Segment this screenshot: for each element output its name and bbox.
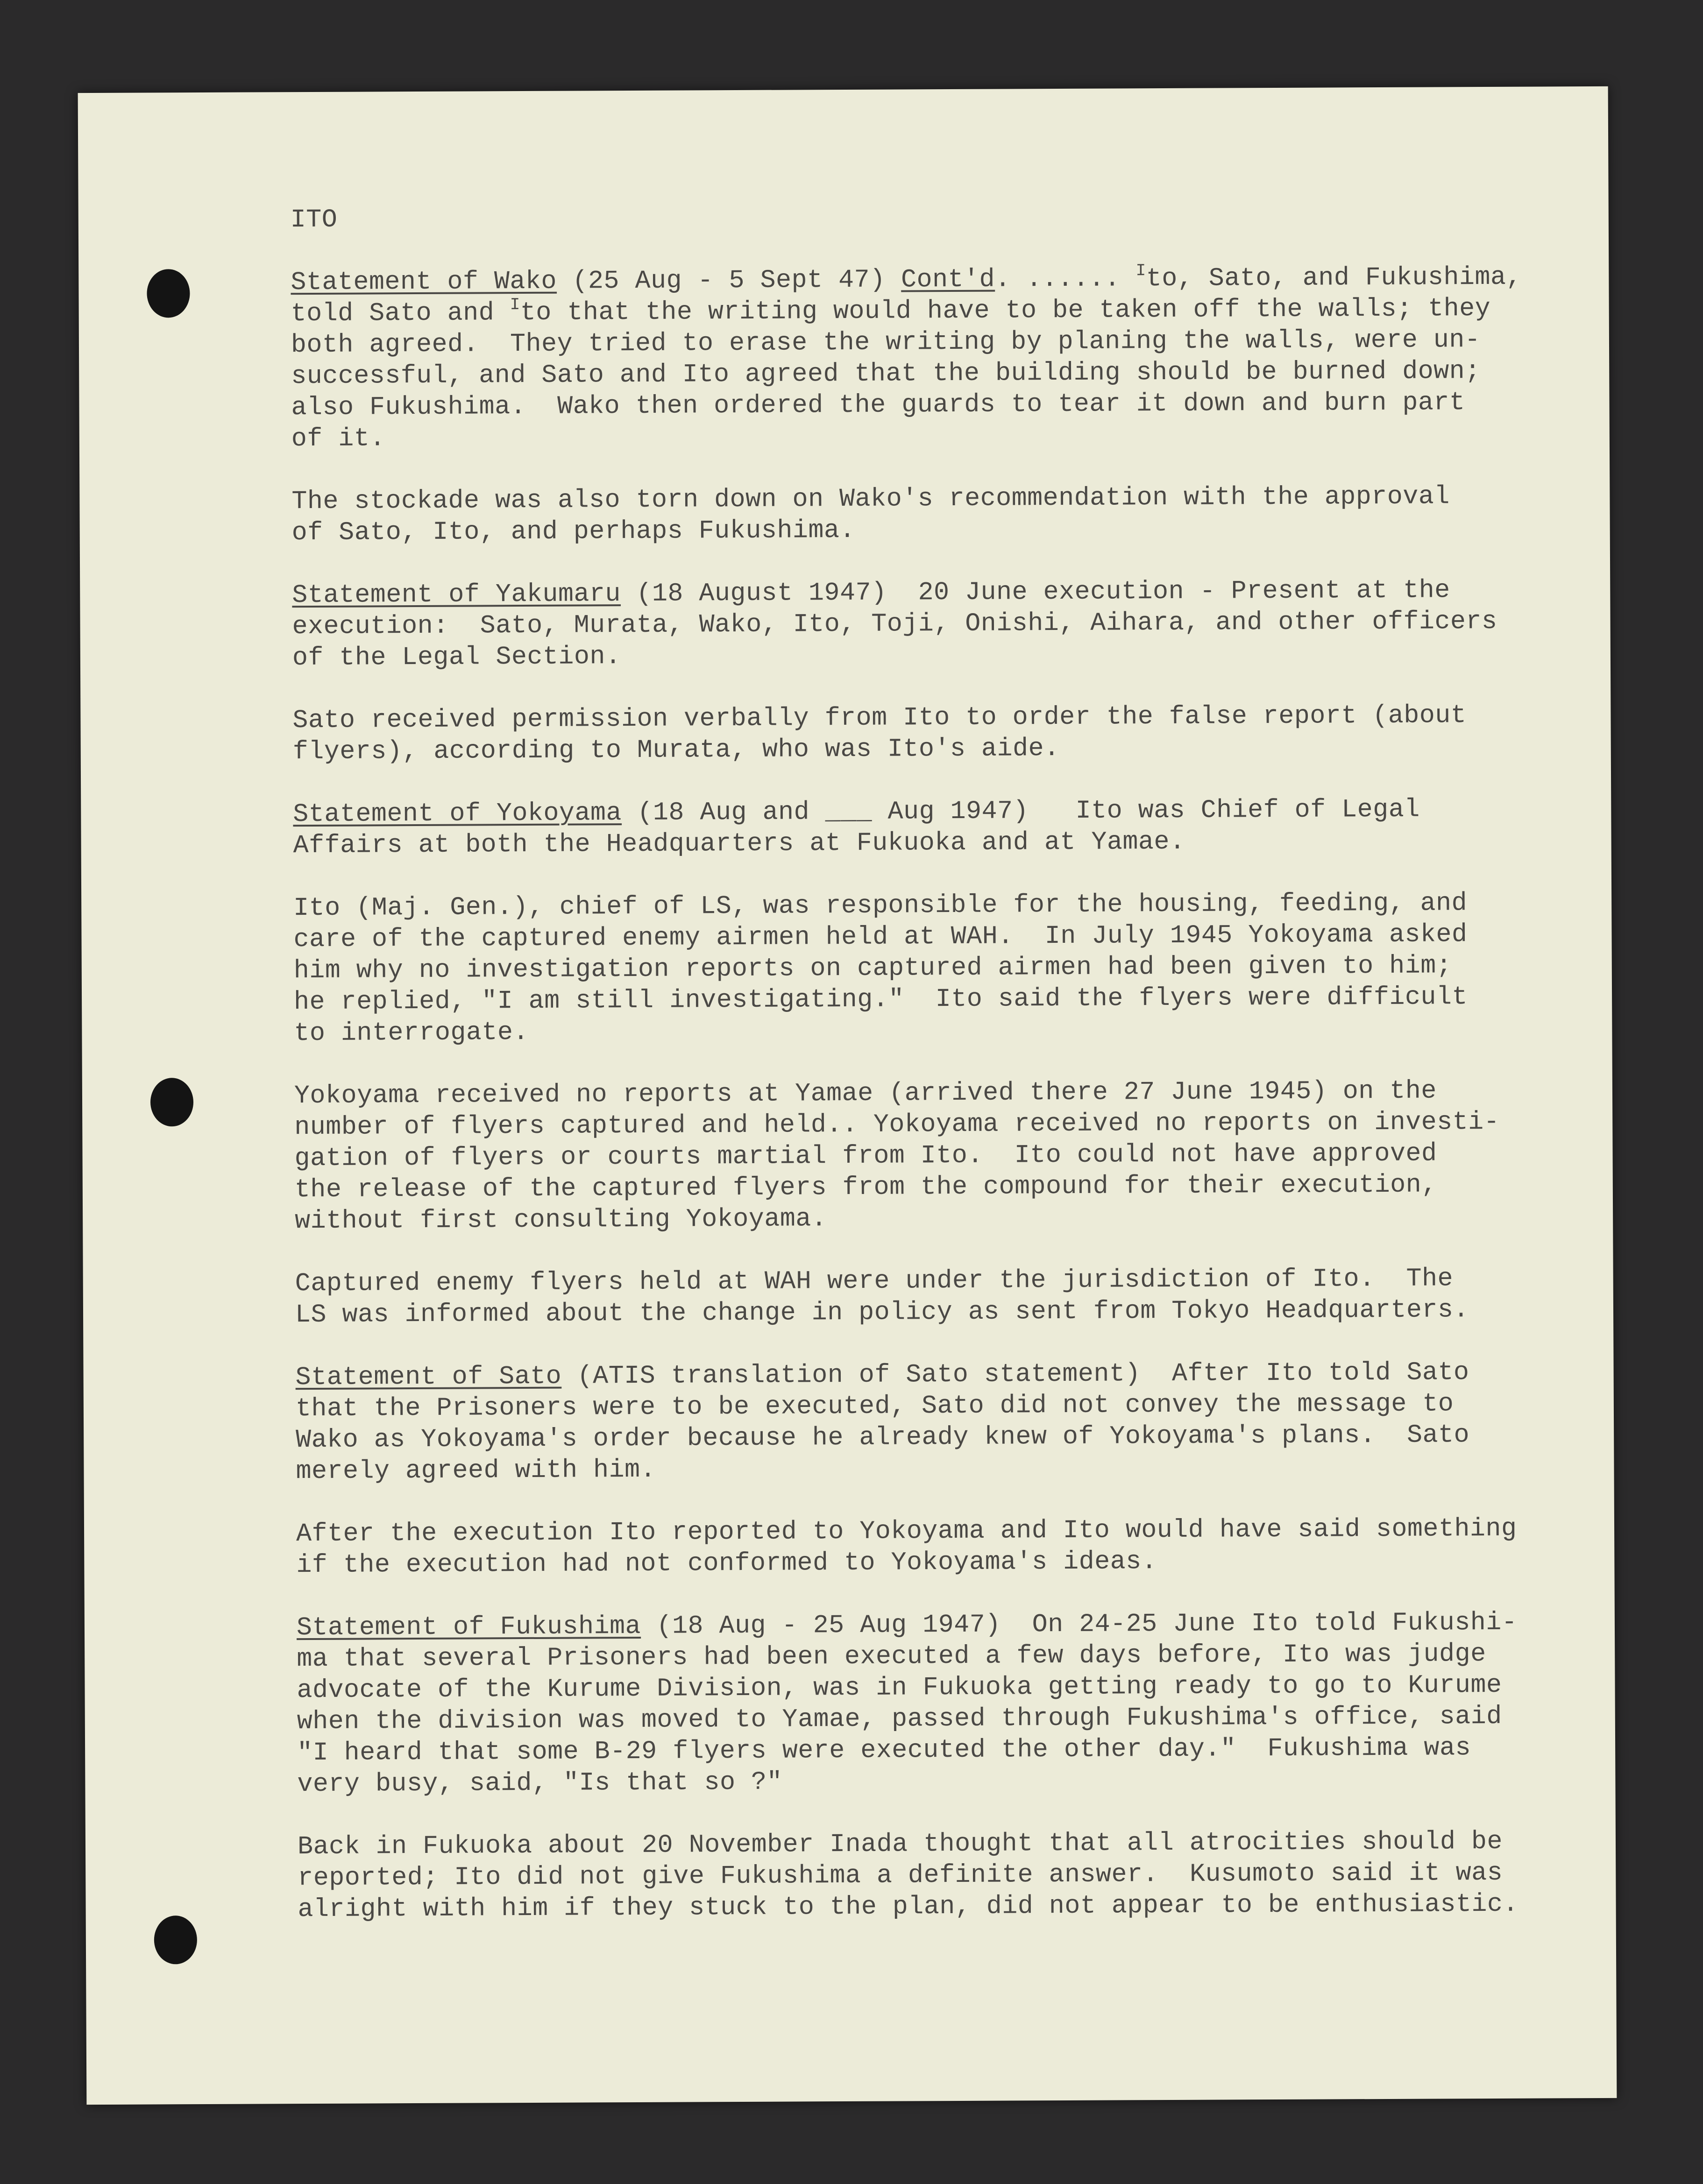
paragraph-ito-chief: Ito (Maj. Gen.), chief of LS, was responsible for the housing, feeding, and care of the captured enemy airmen held at WAH. In July 1945 Yokoyama asked him why no investigation reports on captured airmen had been given to him; he replied, "I am still investigating." Ito said the flyers were difficult to interrogate.	[293, 888, 1468, 1048]
paragraph-jurisdiction: Captured enemy flyers held at WAH were under the jurisdiction of Ito. The LS was informed about the change in policy as sent from Tokyo Headquarters.	[295, 1264, 1469, 1330]
page-header: ITO	[290, 205, 338, 235]
text-span: to that the writing would have to be taken off the walls; they both agreed. They tried to erase the writing by planing the walls, were un- successful, and Sato and Ito agreed that the building should be burned down; also Fukushima. Wako then ordered the guards to tear it down and burn part of it.	[291, 293, 1491, 454]
paragraph-wako	[291, 261, 1646, 455]
text-span: (18 August 1947) 20 June execution - Present at the execution: Sato, Murata, Wako, Ito, Toji, Onishi, Aihara, and other officers of the Legal Section.	[292, 575, 1497, 673]
heading-fukushima: Statement of Fukushima	[296, 1611, 641, 1643]
text-span: (25 Aug - 5 Sept 47)	[556, 265, 901, 296]
text-span: . ......	[995, 264, 1136, 294]
paragraph-false-report: Sato received permission verbally from Ito to order the false report (about flyers), according to Murata, who was Ito's aide.	[292, 700, 1467, 767]
text-span: Aug 1947) Ito was Chief of Legal Affairs at both the Headquarters at Fukuoka and at Yamae.	[293, 794, 1420, 861]
text-span: (18 Aug - 25 Aug 1947) On 24-25 June Ito told Fukushi- ma that several Prisoners had been executed a few days before, Ito was judge advocate of the Kurume Division, was in Fukuoka getting ready to go to Kurume when the division was moved to Yamae, passed through Fukushima's office, said "I heard that some B-29 flyers were executed the other day." Fukushima was very busy, said, "Is that so ?"	[297, 1607, 1518, 1799]
paragraph-yokoyama	[293, 793, 1648, 862]
paragraph-after-execution: After the execution Ito reported to Yokoyama and Ito would have said something if the execution had not conformed to Yokoyama's ideas.	[296, 1513, 1517, 1580]
document-page	[78, 86, 1617, 2105]
paragraph-yakumaru	[292, 574, 1647, 674]
paragraph-stockade: The stockade was also torn down on Wako's recommendation with the approval of Sato, Ito, and perhaps Fukushima.	[291, 481, 1450, 548]
heading-sato: Statement of Sato	[295, 1361, 562, 1392]
heading-contd: Cont'd	[901, 264, 995, 295]
binder-hole-middle	[150, 1078, 193, 1126]
paragraph-fukushima	[297, 1606, 1652, 1800]
binder-hole-bottom	[154, 1915, 197, 1964]
text-span: to, Sato, and Fukushima, told Sato and	[291, 262, 1522, 329]
heading-yakumaru: Statement of Yakumaru	[292, 579, 621, 610]
heading-wako: Statement of Wako	[291, 266, 557, 297]
paragraph-no-reports: Yokoyama received no reports at Yamae (arrived there 27 June 1945) on the number of flyers captured and held.. Yokoyama received no reports on investi- gation of flyers or courts martial from Ito. Ito could not have approved the release of the captured flyers from the compound for their execution, without first consulting Yokoyama.	[294, 1076, 1500, 1236]
superscript-i: I	[1135, 261, 1146, 281]
text-span: (18 Aug and	[621, 797, 825, 828]
binder-hole-top	[147, 269, 190, 318]
paragraph-sato	[295, 1356, 1650, 1487]
typewritten-text	[291, 198, 1653, 1957]
paragraph-fukuoka: Back in Fukuoka about 20 November Inada thought that all atrocities should be reported; Ito did not give Fukushima a definite answer. Kusumoto said it was alright with him if they stuck to the plan, did not appear to be enthusiastic.	[297, 1826, 1519, 1924]
heading-yokoyama: Statement of Yokoyama	[293, 798, 622, 829]
date-blank: ___	[825, 797, 873, 827]
superscript-i: I	[510, 295, 520, 315]
text-span: (ATIS translation of Sato statement) After Ito told Sato that the Prisoners were to be executed, Sato did not convey the message to Wako as Yokoyama's order because he already knew of Yokoyama's plans. Sato merely agreed with him.	[295, 1357, 1470, 1486]
